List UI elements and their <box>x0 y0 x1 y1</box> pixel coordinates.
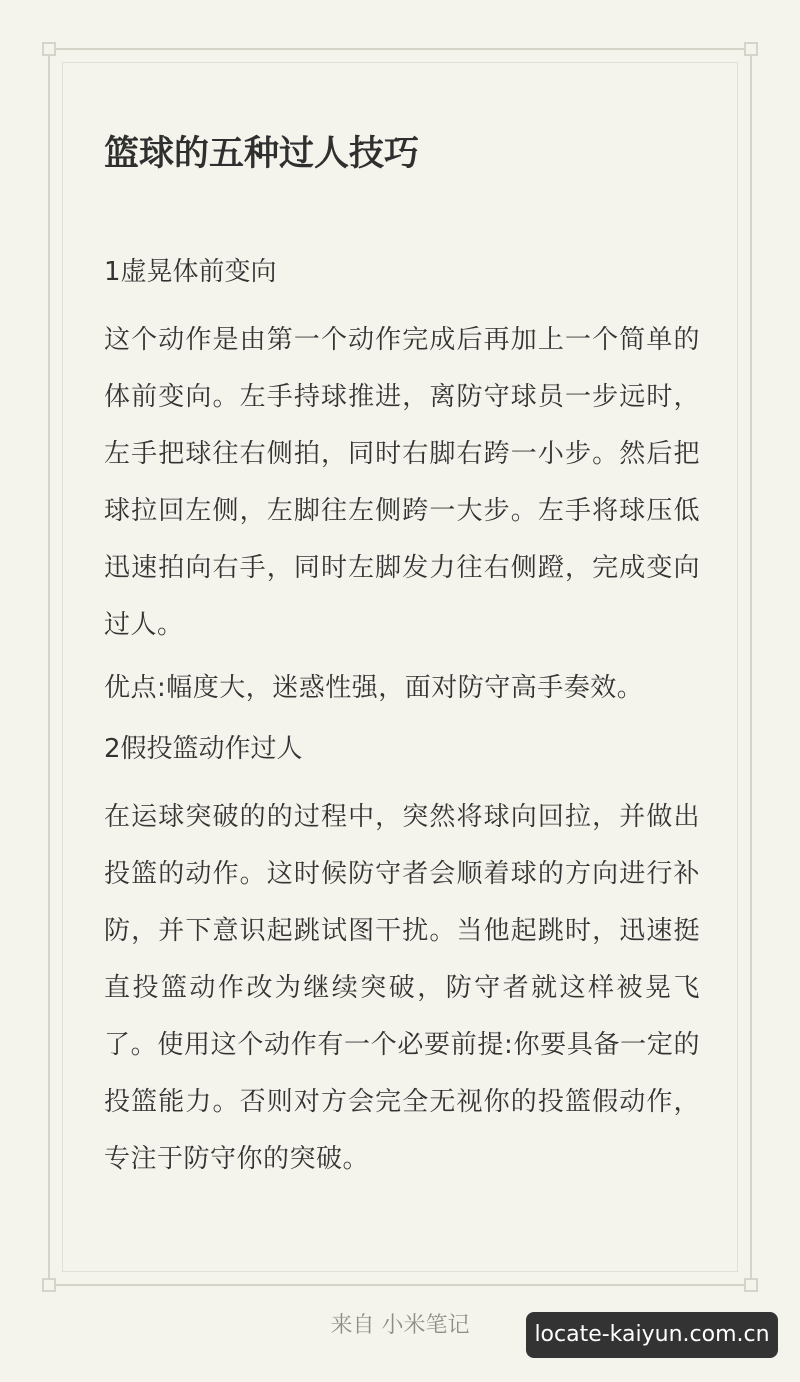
watermark-badge: locate-kaiyun.com.cn <box>526 1312 778 1358</box>
corner-ornament <box>42 42 56 56</box>
section-heading: 1虚晃体前变向 <box>104 257 277 287</box>
section-heading: 2假投篮动作过人 <box>104 734 303 764</box>
page-title: 篮球的五种过人技巧 <box>104 134 420 174</box>
note-content <box>104 128 700 1194</box>
section-body: 这个动作是由第一个动作完成后再加上一个简单的体前变向。左手持球推进，离防守球员一步远时，左手把球往右侧拍，同时右脚右跨一小步。然后把球拉回左侧，左脚往左侧跨一大步。左手将球压低迅速拍向右手，同时左脚发力往右侧蹬，完成变向过人。 <box>104 325 700 640</box>
section-2 <box>104 729 700 1188</box>
section-1 <box>104 252 700 717</box>
corner-ornament <box>42 1278 56 1292</box>
corner-ornament <box>744 42 758 56</box>
section-note: 优点:幅度大，迷惑性强，面对防守高手奏效。 <box>104 673 644 703</box>
section-body: 在运球突破的的过程中，突然将球向回拉，并做出投篮的动作。这时候防守者会顺着球的方向进行补防，并下意识起跳试图干扰。当他起跳时，迅速挺直投篮动作改为继续突破，防守者就这样被晃飞了。使用这个动作有一个必要前提:你要具备一定的投篮能力。否则对方会完全无视你的投篮假动作，专注于防守你的突破。 <box>104 802 700 1174</box>
corner-ornament <box>744 1278 758 1292</box>
note-source: 来自 小米笔记 <box>330 1313 470 1338</box>
